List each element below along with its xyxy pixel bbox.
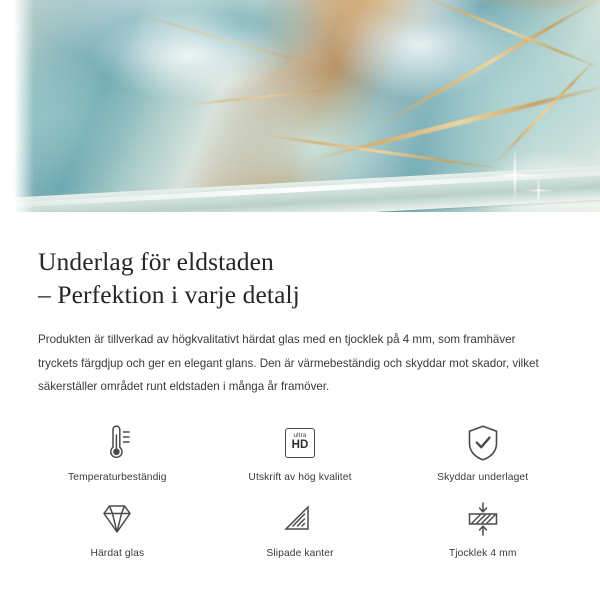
ultra-hd-badge-top: ultra [293, 432, 307, 440]
headline-line-1: Underlag för eldstaden [38, 247, 274, 276]
thermometer-icon [100, 421, 134, 465]
feature-label: Temperaturbeständig [68, 471, 167, 483]
ultra-hd-badge-bottom: HD [291, 439, 309, 452]
thickness-arrows-icon [463, 497, 503, 541]
feature-item-polished-edges [209, 497, 392, 559]
feature-label: Utskrift av hög kvalitet [248, 471, 352, 483]
feature-item-print-quality [209, 421, 392, 483]
ultra-hd-icon [285, 421, 315, 465]
feature-label: Slipade kanter [266, 547, 334, 559]
image-fade-bottom [0, 212, 600, 222]
marble-highlight [90, 10, 290, 100]
feature-label: Härdat glas [90, 547, 145, 559]
feature-label: Tjocklek 4 mm [448, 547, 517, 559]
feature-item-temperature [26, 421, 209, 483]
image-fade-left [0, 0, 34, 222]
headline-line-2: – Perfektion i varje detalj [38, 280, 300, 309]
hero-product-image [0, 0, 600, 222]
feature-item-protection [391, 421, 574, 483]
diamond-icon [97, 497, 137, 541]
feature-grid [0, 421, 600, 559]
description-paragraph: Produkten är tillverkad av högkvalitativt härdat glas med en tjocklek på 4 mm, som framhäver tryckets färgdjup och ger en elegant glans. Den är värmebeständig och skyddar mot skador, vilket säkerställer området runt eldstaden i många år framöver. [38, 333, 539, 393]
page-title [38, 245, 562, 311]
text-content [0, 245, 600, 399]
feature-item-tempered-glass [26, 497, 209, 559]
polished-edges-icon [280, 497, 320, 541]
feature-item-thickness [391, 497, 574, 559]
feature-label: Skyddar underlaget [437, 471, 529, 483]
shield-check-icon [465, 421, 501, 465]
